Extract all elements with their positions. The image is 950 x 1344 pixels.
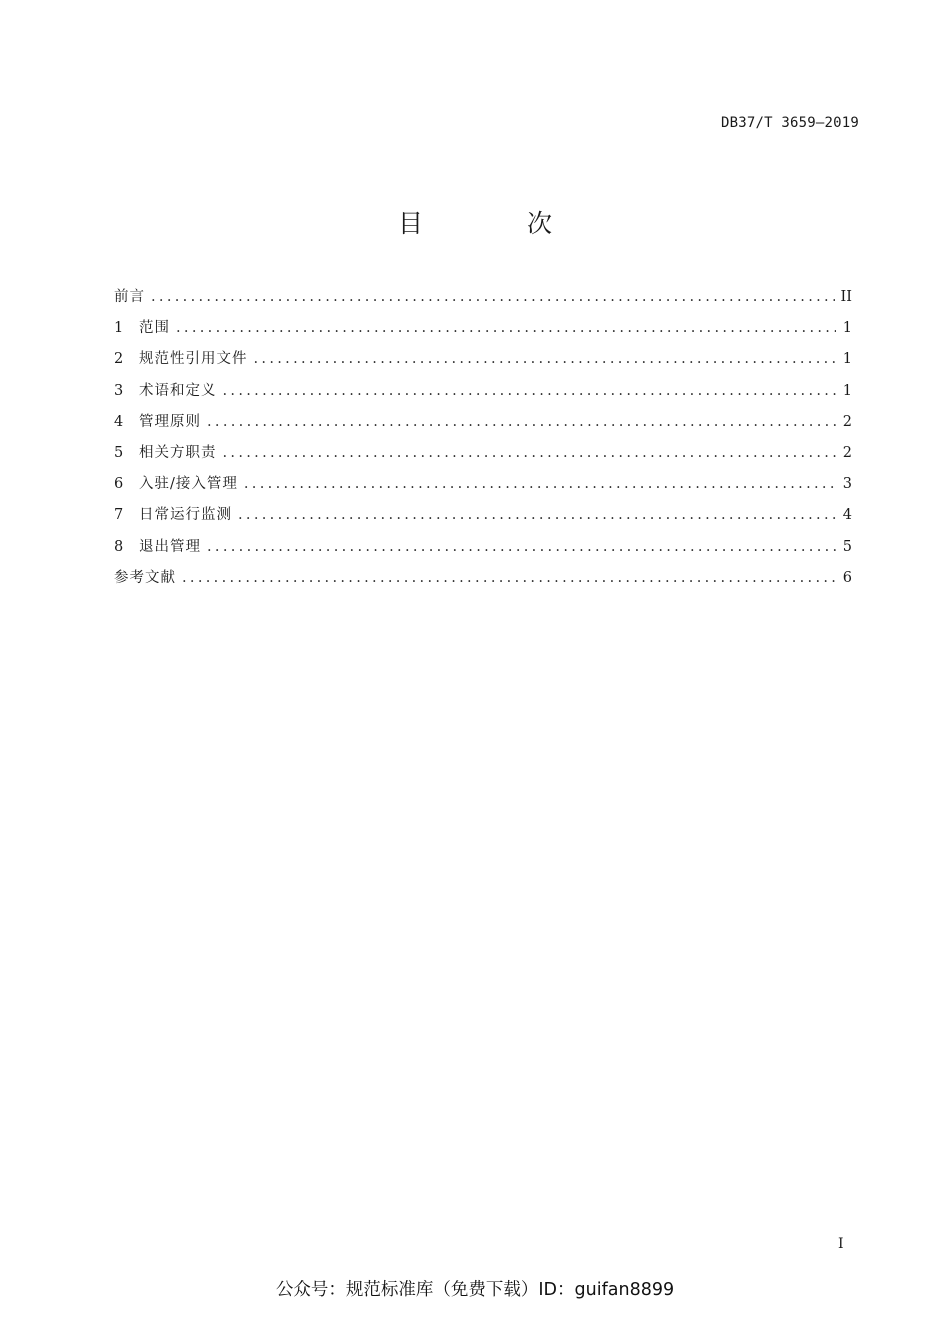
toc-item-management-principles[interactable] (114, 411, 852, 442)
toc-item-number: 4 (114, 413, 124, 430)
toc-item-label: 退出管理 (139, 538, 201, 555)
toc-item-page: 2 (842, 444, 852, 461)
toc-item-page: 4 (842, 507, 852, 524)
toc-item-number: 8 (114, 538, 124, 555)
toc-item-number: 5 (114, 444, 124, 461)
toc-dot-leader (223, 380, 837, 402)
footer-watermark: 公众号：规范标准库（免费下载）ID：guifan8899 (275, 1280, 675, 1300)
toc-item-foreword[interactable] (114, 286, 852, 317)
toc-item-label: 管理原则 (139, 413, 201, 430)
toc-item-bibliography[interactable] (114, 567, 852, 598)
toc-item-label: 入驻/接入管理 (139, 476, 238, 493)
toc-item-page: 3 (842, 476, 852, 493)
toc-item-label: 范围 (139, 320, 170, 337)
toc-item-daily-monitoring[interactable] (114, 504, 852, 535)
page-title: 目 次 (398, 209, 600, 238)
toc-dot-leader (182, 567, 836, 589)
page-number: I (838, 1236, 844, 1252)
toc-item-number: 2 (114, 351, 124, 368)
toc-dot-leader (151, 286, 835, 308)
toc-dot-leader (254, 348, 837, 370)
toc-dot-leader (223, 442, 837, 464)
toc-item-page: II (840, 289, 852, 305)
toc-item-number: 3 (114, 382, 124, 399)
toc-item-page: 1 (842, 351, 852, 368)
toc-item-exit-management[interactable] (114, 536, 852, 567)
toc-item-number: 6 (114, 476, 124, 493)
toc-item-label: 前言 (114, 289, 145, 305)
toc-item-label: 日常运行监测 (139, 507, 232, 524)
toc-item-onboarding-management[interactable] (114, 473, 852, 504)
toc-item-label: 规范性引用文件 (139, 351, 248, 368)
toc-item-label: 相关方职责 (139, 444, 217, 461)
toc-item-page: 1 (842, 382, 852, 399)
toc-item-page: 1 (842, 320, 852, 337)
document-code: DB37/T 3659—2019 (720, 115, 859, 131)
toc-item-party-responsibilities[interactable] (114, 442, 852, 473)
toc-dot-leader (244, 473, 836, 495)
toc-dot-leader (238, 504, 836, 526)
toc-dot-leader (207, 536, 836, 558)
toc-item-page: 5 (842, 538, 852, 555)
toc-item-terms-definitions[interactable] (114, 380, 852, 411)
toc-dot-leader (207, 411, 836, 433)
toc-item-page: 2 (842, 413, 852, 430)
toc-item-number: 7 (114, 507, 124, 524)
toc-item-normative-references[interactable] (114, 348, 852, 379)
table-of-contents (114, 286, 852, 598)
toc-item-label: 术语和定义 (139, 382, 217, 399)
toc-item-scope[interactable] (114, 317, 852, 348)
toc-item-number: 1 (114, 320, 124, 337)
toc-item-page: 6 (842, 569, 852, 586)
toc-item-label: 参考文献 (114, 569, 176, 586)
toc-dot-leader (176, 317, 836, 339)
